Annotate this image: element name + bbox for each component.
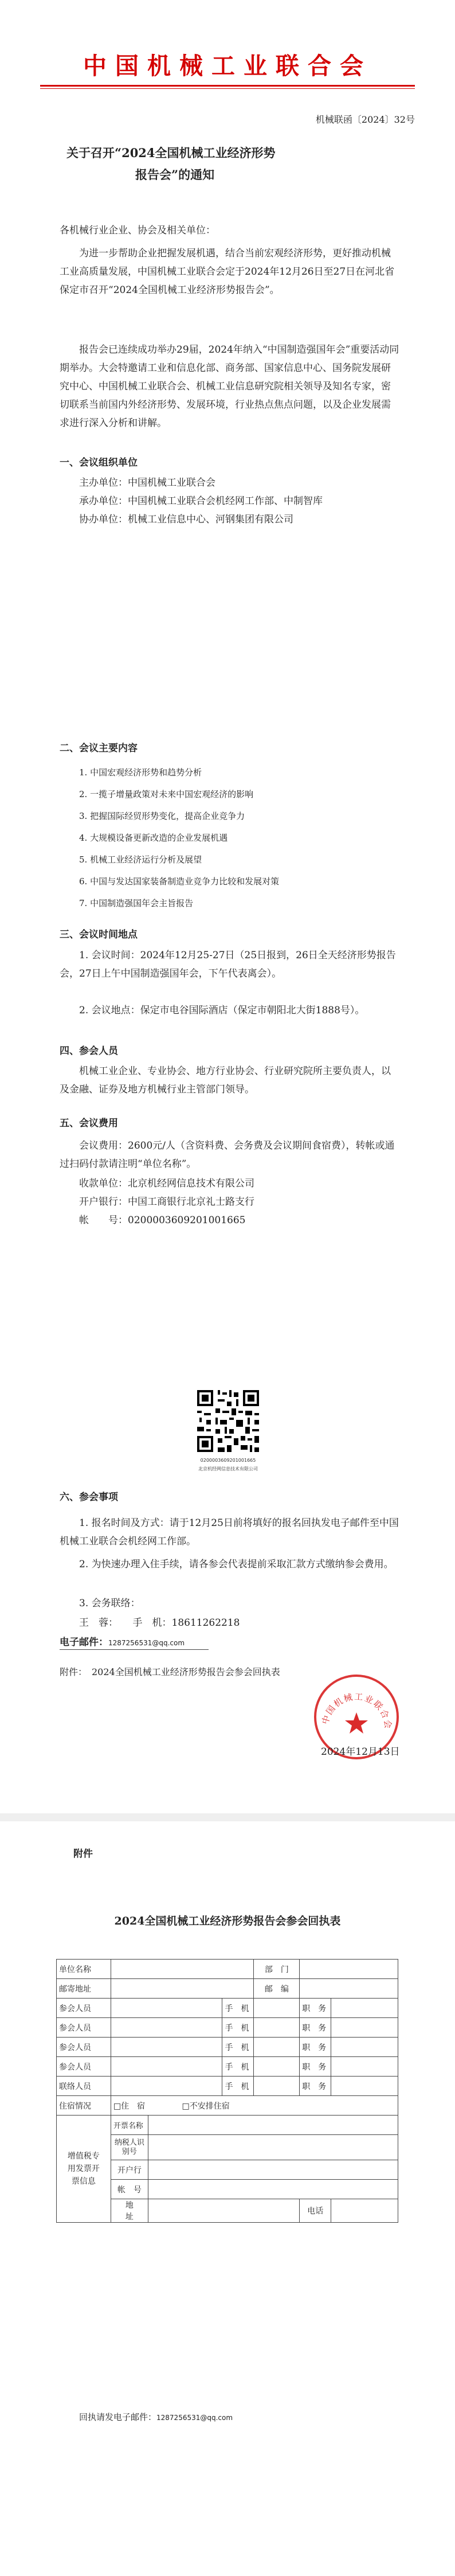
org-name: 中国机械工业联合会 bbox=[83, 52, 372, 80]
lodging-option-no-stay[interactable]: □不安排住宿 bbox=[182, 2101, 230, 2111]
account-number: 帐 号：0200003609201001665 bbox=[79, 1215, 246, 1226]
label-invoice-section: 增值税专用发票开票信息 bbox=[57, 2116, 111, 2223]
content-item: 6. 中国与发达国家装备制造业竞争力比较和发展对策 bbox=[79, 876, 280, 887]
header-rule-thin bbox=[40, 88, 415, 89]
form-row-contact bbox=[57, 2077, 398, 2096]
label-attendee: 参会人员 bbox=[57, 2018, 111, 2038]
label-phone: 手 机 bbox=[222, 2038, 254, 2057]
footer-email-label: 回执请发电子邮件： bbox=[79, 2412, 157, 2422]
issue-date: 2024年12月13日 bbox=[321, 1746, 400, 1758]
input-duty[interactable] bbox=[331, 2018, 398, 2038]
section-heading-time-place: 三、会议时间地点 bbox=[60, 929, 138, 940]
input-contact-duty[interactable] bbox=[331, 2077, 398, 2096]
label-phone: 手 机 bbox=[222, 2077, 254, 2096]
input-invoice-name[interactable] bbox=[148, 2116, 398, 2135]
section-heading-matters: 六、参会事项 bbox=[60, 1492, 118, 1503]
input-attendee[interactable] bbox=[111, 1999, 222, 2018]
header-rule bbox=[40, 85, 415, 87]
section-heading-fees: 五、会议费用 bbox=[60, 1118, 118, 1129]
input-bank[interactable] bbox=[148, 2160, 398, 2180]
input-attendee[interactable] bbox=[111, 2018, 222, 2038]
salutation: 各机械行业企业、协会及相关单位： bbox=[60, 225, 215, 236]
label-phone: 手 机 bbox=[222, 1999, 254, 2018]
label-tel: 电话 bbox=[300, 2199, 331, 2223]
input-zip[interactable] bbox=[300, 1979, 398, 1999]
input-duty[interactable] bbox=[331, 2038, 398, 2057]
content-list bbox=[60, 762, 419, 914]
input-tel[interactable] bbox=[331, 2199, 398, 2223]
form-row-attendee bbox=[57, 2018, 398, 2038]
label-address: 地 址 bbox=[111, 2199, 148, 2223]
input-account[interactable] bbox=[148, 2180, 398, 2199]
form-row-invoice-name bbox=[57, 2116, 398, 2135]
notice-title-line1: 关于召开“2024全国机械工业经济形势 bbox=[66, 146, 276, 160]
section-heading-attendees: 四、参会人员 bbox=[60, 1045, 118, 1057]
input-contact-person[interactable] bbox=[111, 2077, 222, 2096]
qr-caption-payee: 北京机经网信息技术有限公司 bbox=[198, 1466, 258, 1472]
fee-text: 会议费用：2600元/人（含资料费、会务费及会议期间食宿费），转帐或通过扫码付款请注明“单位名称”。 bbox=[60, 1140, 395, 1170]
contact-person: 王 蓉： 手 机：18611262218 bbox=[79, 1617, 240, 1629]
input-phone[interactable] bbox=[254, 2018, 300, 2038]
seal-text: 中国机械工业联合会 bbox=[320, 1691, 394, 1731]
form-title: 2024全国机械工业经济形势报告会参会回执表 bbox=[114, 1915, 341, 1927]
payee: 收款单位：北京机经网信息技术有限公司 bbox=[79, 1178, 254, 1189]
organizer-undertaker: 承办单位：中国机械工业联合会机经网工作部、中制智库 bbox=[79, 495, 323, 507]
lodging-options bbox=[111, 2096, 398, 2116]
content-item: 3. 把握国际经贸形势变化，提高企业竞争力 bbox=[79, 811, 245, 821]
attachment-label: 附件 bbox=[73, 1848, 93, 1860]
input-duty[interactable] bbox=[331, 2057, 398, 2077]
content-item: 7. 中国制造强国年会主旨报告 bbox=[79, 898, 194, 908]
label-contact-person: 联络人员 bbox=[57, 2077, 111, 2096]
label-attendee: 参会人员 bbox=[57, 2057, 111, 2077]
liaison-label: 3. 会务联络： bbox=[79, 1598, 140, 1609]
input-taxpayer-id[interactable] bbox=[148, 2135, 398, 2160]
form-footer-note bbox=[79, 2411, 233, 2423]
form-row-attendee bbox=[57, 2038, 398, 2057]
form-row-lodging bbox=[57, 2096, 398, 2116]
organizer-co-host: 协办单位：机械工业信息中心、河钢集团有限公司 bbox=[79, 514, 293, 525]
meeting-time: 1. 会议时间：2024年12月25-27日（25日报到，26日全天经济形势报告会，27日上午中国制造强国年会，下午代表离会）。 bbox=[60, 950, 396, 979]
label-dept: 部 门 bbox=[254, 1960, 300, 1979]
form-row-attendee bbox=[57, 1999, 398, 2018]
intro-paragraph-2: 报告会已连续成功举办29届，2024年纳入“中国制造强国年会”重要活动同期举办。大会特邀请工业和信息化部、商务部、国家信息中心、国务院发展研究中心、中国机械工业联合会、机械工业信息研究院相关领导及知名专家，密切联系当前国内外经济形势、发展环境，行业热点焦点问题，以及企业发展需求进行深入分析和讲解。 bbox=[60, 344, 399, 429]
label-bank: 开户行 bbox=[111, 2160, 148, 2180]
label-duty: 职 务 bbox=[300, 1999, 331, 2018]
input-contact-phone[interactable] bbox=[254, 2077, 300, 2096]
input-phone[interactable] bbox=[254, 2038, 300, 2057]
organizer-list bbox=[60, 474, 419, 529]
lodging-option-stay[interactable]: □住 宿 bbox=[113, 2101, 146, 2111]
attendees-text: 机械工业企业、专业协会、地方行业协会、行业研究院所主要负责人，以及金融、证券及地方机械行业主管部门领导。 bbox=[60, 1065, 391, 1095]
label-duty: 职 务 bbox=[300, 2038, 331, 2057]
notice-title-line2: 报告会”的通知 bbox=[135, 167, 215, 182]
attachment-note: 附件： 2024全国机械工业经济形势报告会参会回执表 bbox=[60, 1666, 280, 1677]
content-item: 4. 大规模设备更新改造的企业发展机遇 bbox=[79, 833, 228, 843]
input-address[interactable] bbox=[148, 2199, 299, 2223]
input-unit-name[interactable] bbox=[111, 1960, 254, 1979]
label-taxpayer-id: 纳税人识别号 bbox=[111, 2135, 148, 2160]
input-phone[interactable] bbox=[254, 2057, 300, 2077]
payment-info bbox=[60, 1174, 419, 1230]
section-heading-content: 二、会议主要内容 bbox=[60, 743, 138, 754]
notice-title bbox=[57, 142, 401, 186]
email-label: 电子邮件： bbox=[60, 1637, 108, 1648]
label-phone: 手 机 bbox=[222, 2057, 254, 2077]
label-zip: 邮 编 bbox=[254, 1979, 300, 1999]
form-row-attendee bbox=[57, 2057, 398, 2077]
section-heading-organizers: 一、会议组织单位 bbox=[60, 457, 138, 469]
content-item: 2. 一揽子增量政策对未来中国宏观经济的影响 bbox=[79, 789, 254, 799]
page-divider bbox=[0, 1813, 455, 1821]
payment-advice: 2. 为快速办理入住手续，请各参会代表提前采取汇款方式缴纳参会费用。 bbox=[79, 1559, 394, 1570]
label-duty: 职 务 bbox=[300, 2018, 331, 2038]
organizer-host: 主办单位：中国机械工业联合会 bbox=[79, 477, 215, 489]
label-duty: 职 务 bbox=[300, 2057, 331, 2077]
email-underline bbox=[60, 1649, 209, 1650]
label-attendee: 参会人员 bbox=[57, 1999, 111, 2018]
bank: 开户银行：中国工商银行北京礼士路支行 bbox=[79, 1196, 254, 1208]
document-number: 机械联函〔2024〕32号 bbox=[315, 114, 415, 125]
content-item: 1. 中国宏观经济形势和趋势分析 bbox=[79, 767, 202, 778]
input-phone[interactable] bbox=[254, 1999, 300, 2018]
label-unit-name: 单位名称 bbox=[57, 1960, 111, 1979]
label-lodging: 住宿情况 bbox=[57, 2096, 111, 2116]
input-attendee[interactable] bbox=[111, 2038, 222, 2057]
intro-paragraph-1: 为进一步帮助企业把握发展机遇，结合当前宏观经济形势，更好推动机械工业高质量发展，中国机械工业联合会定于2024年12月26日至27日在河北省保定市召开“2024全国机械工业经济形势报告会”。 bbox=[60, 248, 395, 296]
registration-info: 1. 报名时间及方式：请于12月25日前将填好的报名回执发电子邮件至中国机械工业联合会机经网工作部。 bbox=[60, 1517, 399, 1547]
meeting-place: 2. 会议地点：保定市电谷国际酒店（保定市朝阳北大街1888号）。 bbox=[79, 1005, 365, 1016]
label-account: 帐 号 bbox=[111, 2180, 148, 2199]
label-postal-address: 邮寄地址 bbox=[57, 1979, 111, 1999]
input-attendee[interactable] bbox=[111, 2057, 222, 2077]
footer-email[interactable]: 1287256531@qq.com bbox=[156, 2414, 233, 2422]
content-item: 5. 机械工业经济运行分析及展望 bbox=[79, 854, 202, 865]
label-duty: 职 务 bbox=[300, 2077, 331, 2096]
qr-caption-account: 0200003609201001665 bbox=[200, 1458, 256, 1463]
label-attendee: 参会人员 bbox=[57, 2038, 111, 2057]
input-dept[interactable] bbox=[300, 1960, 398, 1979]
form-row-address bbox=[57, 1979, 398, 1999]
label-invoice-name: 开票名称 bbox=[111, 2116, 148, 2135]
input-duty[interactable] bbox=[331, 1999, 398, 2018]
registration-form bbox=[56, 1959, 398, 2223]
input-postal-address[interactable] bbox=[111, 1979, 254, 1999]
form-row-unit bbox=[57, 1960, 398, 1979]
contact-email[interactable]: 1287256531@qq.com bbox=[108, 1639, 185, 1647]
label-phone: 手 机 bbox=[222, 2018, 254, 2038]
payment-qr-code bbox=[195, 1388, 261, 1454]
